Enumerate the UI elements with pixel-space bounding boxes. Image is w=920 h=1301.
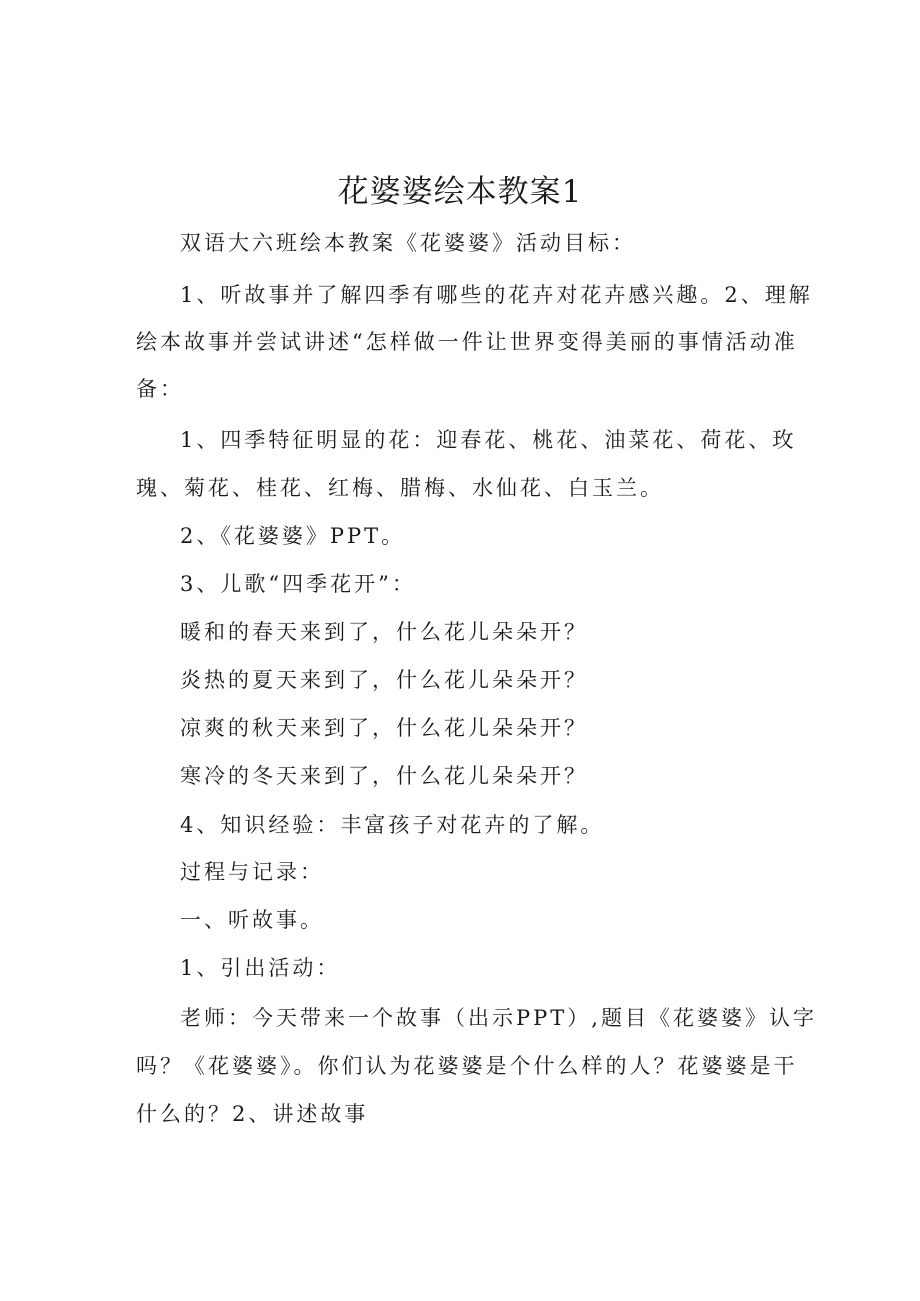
paragraph-teacher-line-3: 什么的？2、讲述故事 <box>136 1102 369 1126</box>
paragraph-activity-goals: 双语大六班绘本教案《花婆婆》活动目标： <box>180 231 636 255</box>
paragraph-prep-1-line-1: 1、四季特征明显的花：迎春花、桃花、油菜花、荷花、玫 <box>180 428 797 452</box>
paragraph-song-summer: 炎热的夏天来到了，什么花儿朵朵开？ <box>180 668 588 692</box>
paragraph-teacher-line-1: 老师：今天带来一个故事（出示PPT）,题目《花婆婆》认字 <box>180 1006 817 1030</box>
paragraph-song-autumn: 凉爽的秋天来到了，什么花儿朵朵开？ <box>180 716 588 740</box>
paragraph-teacher-line-2: 吗？《花婆婆》。你们认为花婆婆是个什么样的人？花婆婆是干 <box>136 1054 798 1078</box>
paragraph-prep-3: 3、儿歌“四季花开”： <box>180 572 416 596</box>
paragraph-prep-4: 4、知识经验：丰富孩子对花卉的了解。 <box>180 813 605 837</box>
paragraph-prep-2: 2、《花婆婆》PPT。 <box>180 524 406 548</box>
paragraph-prep-1-line-2: 瑰、菊花、桂花、红梅、腊梅、水仙花、白玉兰。 <box>136 476 664 500</box>
document-title: 花婆婆绘本教案1 <box>337 174 583 210</box>
paragraph-song-winter: 寒冷的冬天来到了，什么花儿朵朵开？ <box>180 764 588 788</box>
paragraph-step-1: 1、引出活动： <box>180 956 341 980</box>
paragraph-goal-1-line-3: 备： <box>136 377 184 401</box>
paragraph-process-heading: 过程与记录： <box>180 860 324 884</box>
paragraph-goal-1-line-2: 绘本故事并尝试讲述“怎样做一件让世界变得美丽的事情活动准 <box>136 330 798 354</box>
paragraph-song-spring: 暖和的春天来到了，什么花儿朵朵开？ <box>180 620 588 644</box>
paragraph-section-one: 一、听故事。 <box>180 908 324 932</box>
paragraph-goal-1-line-1: 1、听故事并了解四季有哪些的花卉对花卉感兴趣。2、理解 <box>180 283 813 307</box>
